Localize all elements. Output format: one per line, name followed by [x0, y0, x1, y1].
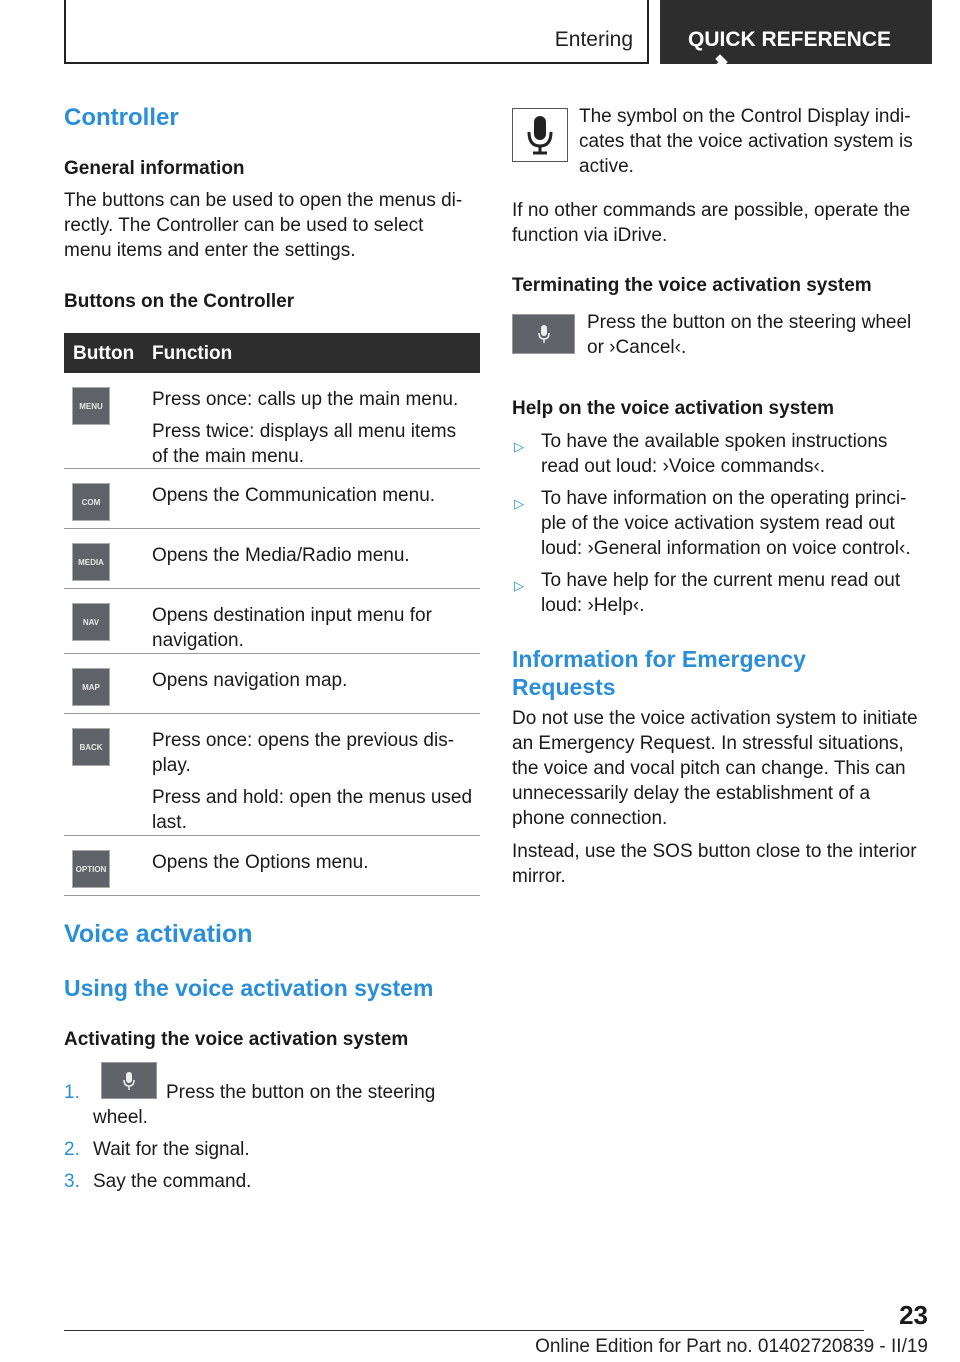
help-heading: Help on the voice activation system [512, 398, 835, 419]
table-row: MAP Opens navigation map. [64, 654, 480, 714]
col-button: Button [73, 343, 135, 364]
step-2: 2. [64, 1139, 80, 1160]
option-button-icon: OPTION [72, 850, 110, 888]
map-button-icon: MAP [72, 668, 110, 706]
step-2-text: Wait for the signal. [93, 1139, 250, 1160]
back-button-icon: BACK [72, 728, 110, 766]
no-other-paragraph: If no other commands are possible, operate the function via iDrive. [512, 200, 911, 246]
general-heading: General information [64, 158, 245, 179]
terminating-paragraph: Press the button on the steering wheel or ›Cancel‹. [587, 312, 912, 358]
step-3-text: Say the command. [93, 1171, 252, 1192]
section-title: Entering [554, 28, 633, 51]
footer-divider [64, 1330, 864, 1331]
list-item: ▷ To have information on the operating princi‐ ple of the voice activation system read out loud: ›General information on voice control‹. [514, 488, 911, 559]
col-function: Function [152, 343, 233, 364]
list-item: ▷ To have help for the current menu read out loud: ›Help‹. [514, 570, 901, 616]
step-1-text: Press the button on the steering [166, 1082, 436, 1103]
table-row: OPTION Opens the Options menu. [64, 836, 480, 896]
media-button-icon: MEDIA [72, 543, 110, 581]
activating-heading: Activating the voice activation system [64, 1029, 409, 1050]
flash-icon [708, 52, 730, 80]
controller-title: Controller [64, 104, 179, 131]
quick-reference-label: QUICK REFERENCE [688, 28, 892, 51]
table-row: BACK Press once: opens the previous dis‐ play. Press and hold: open the menus used last. [64, 714, 480, 836]
emergency-paragraph-1: Do not use the voice activation system to initiate an Emergency Request. In stressful situations, the voice and vocal pitch can change. This can unnecessarily delay the establishment of a phone connection. [512, 708, 918, 829]
triangle-bullet-icon: ▷ [514, 496, 524, 511]
table-row: MENU Press once: calls up the main menu. Press twice: displays all menu items of the main menu. [64, 373, 480, 469]
general-paragraph: The buttons can be used to open the menus di‐ rectly. The Controller can be used to select menu items and enter the settings. [64, 190, 463, 261]
steering-wheel-microphone-icon [512, 314, 575, 354]
list-item: ▷ To have the available spoken instructions read out loud: ›Voice commands‹. [514, 431, 888, 477]
page-number: 23 [899, 1300, 928, 1330]
buttons-heading: Buttons on the Controller [64, 291, 295, 312]
triangle-bullet-icon: ▷ [514, 439, 524, 454]
help-list [512, 429, 932, 618]
table-header [64, 333, 480, 373]
footer-edition: Online Edition for Part no. 01402720839 - II/19 [535, 1336, 928, 1357]
menu-button-icon: MENU [72, 387, 110, 425]
step-3: 3. [64, 1171, 80, 1192]
table-row: COM Opens the Communication menu. [64, 469, 480, 529]
voice-subtitle: Using the voice activation system [64, 975, 434, 1001]
emergency-title: Information for Emergency Requests [512, 646, 806, 700]
nav-button-icon: NAV [72, 603, 110, 641]
step-1: 1. [64, 1082, 80, 1103]
quick-reference-tab[interactable] [660, 0, 932, 64]
emergency-paragraph-2: Instead, use the SOS button close to the interior mirror. [512, 841, 917, 887]
symbol-paragraph: The symbol on the Control Display indi‐ cates that the voice activation system is active. [579, 106, 913, 177]
microphone-icon [101, 1062, 157, 1099]
table-row: NAV Opens destination input menu for navigation. [64, 589, 480, 654]
step-1-text2: wheel. [93, 1107, 148, 1128]
terminating-heading: Terminating the voice activation system [512, 275, 872, 296]
triangle-bullet-icon: ▷ [514, 578, 524, 593]
table-row: MEDIA Opens the Media/Radio menu. [64, 529, 480, 589]
com-button-icon: COM [72, 483, 110, 521]
control-display-microphone-icon [512, 108, 568, 162]
controller-buttons-table [64, 333, 480, 896]
voice-activation-title: Voice activation [64, 920, 253, 948]
